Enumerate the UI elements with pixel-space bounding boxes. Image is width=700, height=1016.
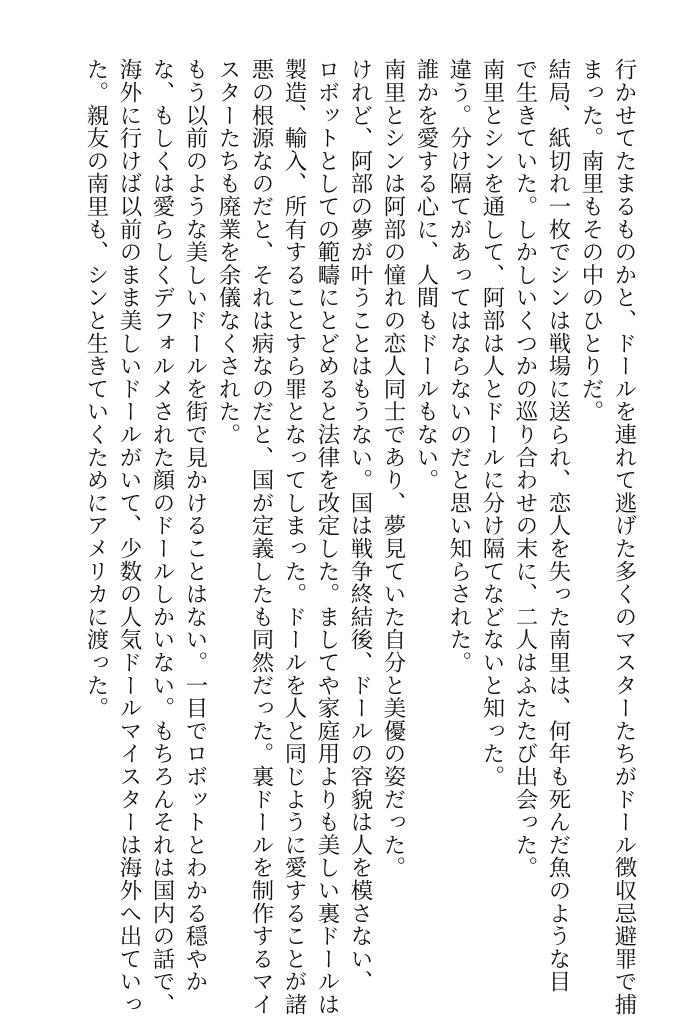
text-line: 違う。分け隔てがあってはならないのだと思い知らされた。 xyxy=(446,58,472,674)
vertical-text-body xyxy=(79,58,640,1016)
text-line: スターたちも廃業を余儀なくされた。 xyxy=(215,58,241,446)
text-line: 結局、紙切れ一枚でシンは戦場に送られ、恋人を失った南里は、何年も死んだ魚のような目 xyxy=(545,58,571,993)
text-line: ロボットとしての範疇にとどめると法律を改定した。ましてや家庭用よりも美しい裏ドールは xyxy=(314,58,340,1016)
text-line: で生きていた。しかしいくつかの巡り合わせの末に、二人はふたたび出会った。 xyxy=(512,58,538,879)
text-line: 南里とシンを通して、阿部は人とドールに分け隔てなどないと知った。 xyxy=(479,58,505,788)
text-line: 海外に行けば以前のまま美しいドールがいて、少数の人気ドールマイスターは海外へ出ていっ xyxy=(116,58,142,1016)
text-line: けれど、阿部の夢が叶うことはもうない。国は戦争終結後、ドールの容貌は人を模さない、 xyxy=(347,58,373,993)
text-line: もう以前のような美しいドールを街で見かけることはない。一目でロボットとわかる穏やか xyxy=(182,58,208,993)
text-line: まった。南里もその中のひとりだ。 xyxy=(578,58,604,423)
text-line: 製造、輸入、所有することすら罪となってしまった。ドールを人と同じように愛することが諸 xyxy=(281,58,307,1016)
text-line: 南里とシンは阿部の憧れの恋人同士であり、夢見ていた自分と美優の姿だった。 xyxy=(380,58,406,879)
text-line: 誰かを愛する心に、人間もドールもない。 xyxy=(413,58,439,492)
text-line: た。親友の南里も、シンと生きていくためにアメリカに渡った。 xyxy=(83,58,109,720)
text-line: 行かせてたまるものかと、ドールを連れて逃げた多くのマスターたちがドール徴収忌避罪で捕 xyxy=(611,58,637,1016)
text-line: 悪の根源なのだと、それは病なのだと、国が定義したも同然だった。裏ドールを制作するマイ xyxy=(248,58,274,1016)
text-line: な、もしくは愛らしくデフォルメされた顔のドールしかいない。もちろんそれは国内の話で、 xyxy=(149,58,175,1016)
